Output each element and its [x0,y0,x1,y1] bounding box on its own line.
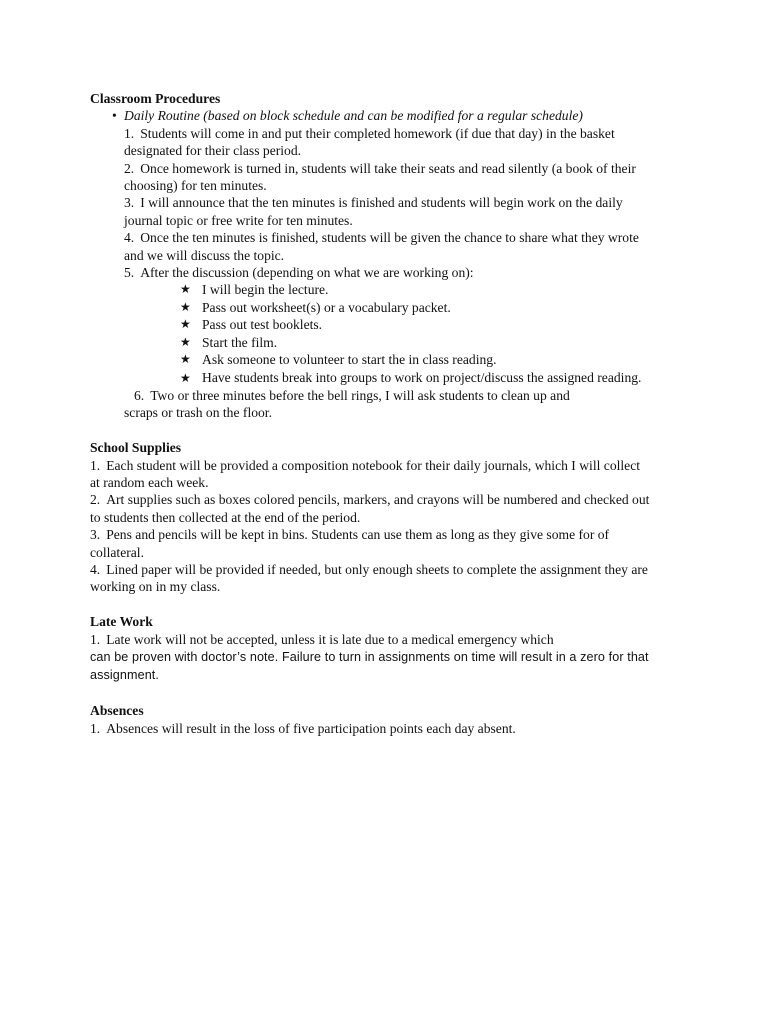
option-text: Have students break into groups to work on project/discuss the assigned reading. [202,369,642,385]
black-star-icon: ★ [180,282,191,297]
supply-item [90,457,650,492]
option-text: Start the film. [202,334,278,350]
list-item [180,299,650,316]
step-number: 4. [124,230,135,246]
late-work-section [90,613,650,685]
step-number: 2. [124,160,135,176]
option-text: Pass out test booklets. [202,317,323,333]
document-body [90,90,650,737]
item-text: Late work will not be accepted, unless it is late due to a medical emergency which [106,631,554,647]
item-text-continued: can be proven with doctor’s note. Failure to turn in assignments on time will result in a zero for that assignment. [90,649,649,683]
absences-section [90,702,650,737]
item-text: Each student will be provided a composition notebook for their daily journals, which I will collect at random each week. [90,457,641,490]
item-text: Absences will result in the loss of five participation points each day absent. [106,720,516,736]
step-text: I will announce that the ten minutes is finished and students will begin work on the daily journal topic or free write for ten minutes. [124,195,623,228]
step-number: 6. [134,387,145,403]
supply-item [90,526,650,561]
section-heading: Classroom Procedures [90,91,221,106]
black-star-icon: ★ [180,352,191,367]
option-text: Ask someone to volunteer to start the in class reading. [202,352,497,368]
supply-item [90,561,650,596]
step-text: Once homework is turned in, students will take their seats and read silently (a book of their choosing) for ten minutes. [124,160,636,194]
absence-item [90,720,650,737]
item-number: 4. [90,561,101,577]
procedure-step [90,387,650,422]
activity-options-list [90,281,650,386]
item-text: Art supplies such as boxes colored pencils, markers, and crayons will be numbered and checked out to students then collected at the end of the period. [90,492,650,525]
item-text: Lined paper will be provided if needed, but only enough sheets to complete the assignment they are working on in my class. [90,561,648,595]
step-text: Once the ten minutes is finished, students will be given the chance to share what they wrote and we will discuss the topic. [124,230,639,263]
black-star-icon: ★ [180,334,191,349]
black-star-icon: ★ [180,370,191,385]
procedure-step [90,194,650,229]
item-number: 2. [90,492,101,508]
list-item [180,351,650,368]
bullet-text: Daily Routine (based on block schedule and can be modified for a regular schedule) [124,108,583,124]
section-heading: School Supplies [90,440,182,456]
step-text: Two or three minutes before the bell rings, I will ask students to clean up and [150,387,570,403]
list-item [180,369,650,387]
list-item [180,316,650,333]
item-number: 1. [90,457,101,473]
section-heading: Late Work [90,614,153,630]
step-number: 3. [124,195,135,211]
step-text: After the discussion (depending on what we are working on): [140,265,474,281]
list-item [180,281,650,298]
procedure-step [90,264,650,281]
bullet-dot-icon: • [112,108,117,124]
section-heading: Absences [90,703,144,719]
item-text: Pens and pencils will be kept in bins. Students can use them as long as they give some for of collateral. [90,527,610,560]
daily-routine-bullet [90,107,650,124]
step-text: Students will come in and put their completed homework (if due that day) in the basket designated for their class period. [124,125,615,159]
school-supplies-section [90,439,650,596]
option-text: Pass out worksheet(s) or a vocabulary packet. [202,299,451,315]
supply-item [90,491,650,526]
procedure-step [90,160,650,195]
item-number: 1. [90,631,101,647]
step-number: 5. [124,265,135,281]
step-number: 1. [124,125,135,141]
option-text: I will begin the lecture. [202,282,329,298]
black-star-icon: ★ [180,317,191,332]
procedure-step [90,125,650,160]
procedure-step [90,229,650,264]
late-work-item [90,631,650,685]
classroom-procedures-section [90,90,650,422]
black-star-icon: ★ [180,299,191,314]
item-number: 3. [90,527,101,543]
step-text-continued: scraps or trash on the floor. [124,405,272,421]
list-item [180,334,650,351]
item-number: 1. [90,720,101,736]
